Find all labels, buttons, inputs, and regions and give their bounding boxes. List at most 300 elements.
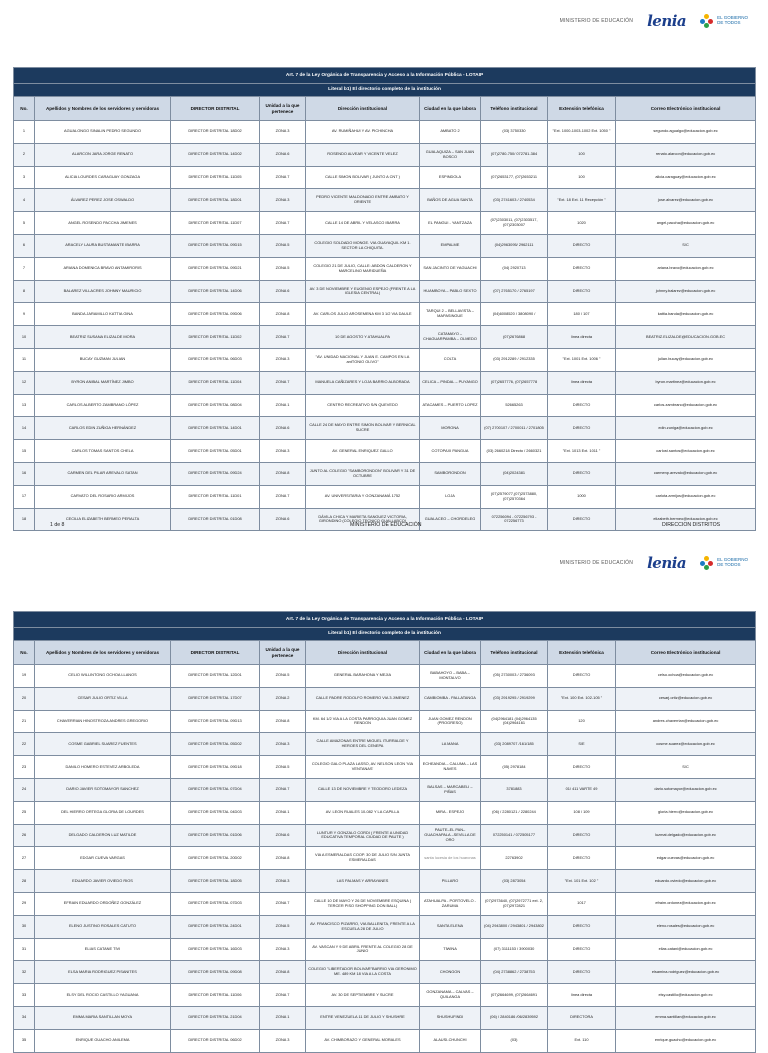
table-cell: (04) 2943800 / 2943801 / 2943802 (481, 915, 548, 938)
column-header: Ciudad en la que labora (420, 641, 481, 665)
table-cell: (03) 2741603 / 2740534 (481, 189, 548, 212)
table-row (14, 733, 756, 756)
footer-page-number: 1 de 8 (50, 522, 65, 528)
column-header: Teléfono institucional (481, 641, 548, 665)
column-header: DIRECTOR DISTRITAL (171, 641, 260, 665)
table-cell: CATAMAYO – CHAGUARPAMBA – OLMEDO (420, 326, 481, 349)
table-cell: (07)2579077,(07)2573880, (07)2570364 (481, 485, 548, 508)
table-cell: 24 (14, 778, 35, 801)
table-cell: AV. GENERAL ENRIQUEZ GALLO (306, 440, 420, 463)
table-cell: AV. CHIMBORAZO Y GENERAL MORALES (306, 1029, 420, 1052)
table-cell: DIRECTOR DISTRITAL 09D06 (171, 303, 260, 326)
table-cell: TARQUI 2 – BELLAVISTA – MAPASINGUE (420, 303, 481, 326)
table-cell: DIRECTO (548, 417, 616, 440)
table-cell: jose.alvarez@educacion.gob.ec (616, 189, 756, 212)
table-row (14, 234, 756, 257)
column-header: Extensión telefónica (548, 641, 616, 665)
table-cell: BALSAS – MARCABELI – PIÑAS (420, 778, 481, 801)
table-cell: CENTRO RECREATIVO S/N QUEVEDO (306, 394, 420, 417)
table-cell: 10 (14, 326, 35, 349)
table-cell: BANDA JARAMILLO KATTIA GINA (35, 303, 171, 326)
table-cell: gloria.hierro@educacion.gob.ec (616, 801, 756, 824)
table-cell: ZONA 5 (260, 915, 306, 938)
table-cell: AMBATO 2 (420, 121, 481, 144)
table-cell: CHAVERRIAN HINOSTROZA ANDRES GREGORIO (35, 710, 171, 733)
table-body-page-2 (14, 665, 756, 1053)
table-cell: segundo.agualgo@educacion.gob.ec (616, 121, 756, 144)
table-cell: DIRECTOR DISTRITAL 11D05 (171, 166, 260, 189)
column-header: Apellidos y Nombres de los servidores y servidoras (35, 641, 171, 665)
table-cell: DIRECTOR DISTRITAL 16D03 (171, 938, 260, 961)
table-cell: ROSENDO ALVEAR Y VICENTE VELEZ (306, 143, 420, 166)
table-cell: edgar.cuevas@educacion.gob.ec (616, 847, 756, 870)
table-cell: DÁVILA CHICA Y MARIETA SANGUEZ VICTORIA, GIRONDINO (COLEGIO TECNICO GUALLABCO) (306, 508, 420, 531)
government-line-1: EL GOBIERNO (717, 15, 748, 21)
table-cell: (05) 2978184 (481, 756, 548, 779)
table-cell: eleno.rosales@educacion.gob.ec (616, 915, 756, 938)
table-cell: enrique.guacho@educacion.gob.ec (616, 1029, 756, 1052)
table-cell: AV. UNIVERSITARIA Y GONZANAMÁ 1752 (306, 485, 420, 508)
table-cell: ZONA 3 (260, 189, 306, 212)
table-cell: VIA A ESMERALDAS COOP. 30 DE JULIO S/N JUNTA ESMERALDAS (306, 847, 420, 870)
table-row (14, 984, 756, 1007)
table-cell: renato.alarcon@educacion.gob.ec (616, 143, 756, 166)
table-cell: 29 (14, 892, 35, 915)
table-cell: (04)6008520 / 3808090 / (481, 303, 548, 326)
table-cell: 30 (14, 915, 35, 938)
table-cell: EMPALME (420, 234, 481, 257)
table-cell: (06) / 2280121 / 2280244 (481, 801, 548, 824)
table-cell: ÁLVAREZ PEREZ JOSE OSWALDO (35, 189, 171, 212)
table-cell: ZONA 1 (260, 1006, 306, 1029)
column-header: Correo Electrónico institucional (616, 97, 756, 121)
government-dots-icon (700, 14, 714, 28)
table-cell: CALLE SIMON BOLIVAR ( JUNTO A CNT ) (306, 166, 420, 189)
table-cell: 33 (14, 984, 35, 1007)
table-cell: johnny.balarez@educacion.gob.ec (616, 280, 756, 303)
table-cell: GENERAL BARAHONA Y MEJIA (306, 665, 420, 688)
table-cell: ELSA MARIA RODRIGUEZ PISANITES (35, 961, 171, 984)
table-cell: (07)2653177, (07)2653211 (481, 166, 548, 189)
table-row (14, 348, 756, 371)
table-row (14, 212, 756, 235)
table-row (14, 440, 756, 463)
column-header: Dirección institucional (306, 97, 420, 121)
table-row (14, 824, 756, 847)
table-cell: DIRECTO (548, 234, 616, 257)
table-row (14, 257, 756, 280)
table-cell: S/E (548, 733, 616, 756)
table-cell: DIRECTOR DISTRITAL 20D02 (171, 847, 260, 870)
table-cell: ATACAMES – PUERTO LOPEZ (420, 394, 481, 417)
table-cell: CARLOS ALBERTO ZAMBRANO LÓPEZ (35, 394, 171, 417)
table-cell: DIRECTOR DISTRITAL 14D02 (171, 143, 260, 166)
table-cell: CAMBIOMBA - PALLATANGA (420, 687, 481, 710)
table-cell: DIRECTOR DISTRITAL 11D07 (171, 212, 260, 235)
table-cell: (07) 2765170 / 2765197 (481, 280, 548, 303)
table-cell: ZONA 5 (260, 257, 306, 280)
footer-section: DIRECCION DISTRITOS (662, 522, 721, 528)
table-cell: PILLARO (420, 870, 481, 893)
table-cell: ZONA 7 (260, 326, 306, 349)
table-cell: MANUELA CAÑIZARES Y LOJA BARRIO ALBORADA (306, 371, 420, 394)
table-cell: (07)2973640, (07)2972771 ext. 2, (07)2972821 (481, 892, 548, 915)
table-cell: PEDRO VICENTE MALDONADO ENTRE AMBATO Y ORIENTE (306, 189, 420, 212)
table-cell: LOJA (420, 485, 481, 508)
table-cell: AV. RUMIÑAHUI Y AV. PICHINCHA (306, 121, 420, 144)
table-cell: ZONA 8 (260, 710, 306, 733)
table-cell: 35 (14, 1029, 35, 1052)
table-cell: (07)2303011, (07)2303517, (07)2303007 (481, 212, 548, 235)
table-cell: 9 (14, 303, 35, 326)
table-cell: PAUTE–EL PAN–GUACHAPALA –SEVILLA DE ORO (420, 824, 481, 847)
table-cell: ECHEANDIA – CALUMA – LAS NAVES (420, 756, 481, 779)
column-headers (14, 97, 756, 121)
table-cell: 52665263 (481, 394, 548, 417)
table-cell: 12 (14, 371, 35, 394)
table-cell: 120 (548, 710, 616, 733)
table-cell: LA MANA (420, 733, 481, 756)
table-cell: elsamina.rodriguez@educacion.gob.ec (616, 961, 756, 984)
table-cell: DARIO JAVIER SOTOMAYOR SANCHEZ (35, 778, 171, 801)
table-cell: (04) 2738862 / 2738753 (481, 961, 548, 984)
table-cell: "AV. UNIDAD NACIONAL Y JUAN E. CAMPOS EN LA antTONIO OLIVO" (306, 348, 420, 371)
column-headers (14, 641, 756, 665)
table-cell: 10 DE AGOSTO Y ATAHUALPA (306, 326, 420, 349)
table-cell: 2 (14, 143, 35, 166)
table-cell: ZONA 1 (260, 801, 306, 824)
table-cell: CALLE 14 DE ABRIL Y VELASCO IBARRA (306, 212, 420, 235)
table-cell: CARLOS EDIN ZUÑIGA HERNÁNDEZ (35, 417, 171, 440)
table-cell: HUAMBOYA – PABLO SEXTO (420, 280, 481, 303)
table-cell: CECILIA ELIZABETH BERMEO PERALTA (35, 508, 171, 531)
table-cell: Ext. 110 (548, 1029, 616, 1052)
table-cell: BAÑOS DE AGUA SANTA (420, 189, 481, 212)
table-cell: DIRECTOR DISTRITAL 11D02 (171, 326, 260, 349)
table-cell: 6 (14, 234, 35, 257)
table-cell: ALICIA LOURDES CARAGUAY GONZAGA (35, 166, 171, 189)
table-cell: AGUALONGO SINALIN PEDRO SEGUNDO (35, 121, 171, 144)
table-cell: DIRECTO (548, 280, 616, 303)
table-title: Art. 7 de la Ley Orgánica de Transparencia y Acceso a la Información Pública - LOTAIP (14, 68, 756, 84)
table-cell: CESAR JULIO ORTIZ VILLA (35, 687, 171, 710)
table-cell: ZONA 5 (260, 756, 306, 779)
table-cell: (03) (481, 1029, 548, 1052)
table-row (14, 1029, 756, 1052)
table-cell: ZONA 6 (260, 143, 306, 166)
table-cell: DIRECTOR DISTRITAL 07D04 (171, 778, 260, 801)
table-row (14, 303, 756, 326)
table-cell: 22763902 (481, 847, 548, 870)
ministry-logo-text: MINISTERIO DE EDUCACIÓN (559, 18, 634, 24)
table-cell: COLEGIO SOLDADO MONGE. VIA GUAYAQUIL KM 1. SECTOR LA CHIQUITA. (306, 234, 420, 257)
table-cell: ARACELY LAURA BUSTAMANTE IBARRA (35, 234, 171, 257)
table-cell: DIRECTOR DISTRITAL 21D04 (171, 1006, 260, 1029)
table-cell: 27 (14, 847, 35, 870)
table-cell: "Ext. 1013 Ext. 1011 " (548, 440, 616, 463)
table-cell: (04)2024381 (481, 462, 548, 485)
table-cell: (03) 2919295 / 2919299 (481, 687, 548, 710)
table-cell: julian.bucay@educacion.gob.ec (616, 348, 756, 371)
table-row (14, 121, 756, 144)
table-cell: 100 (548, 143, 616, 166)
table-cell: DIRECTOR DISTRITAL 09D15 (171, 234, 260, 257)
table-cell: "Ext. 101 Ext. 102 " (548, 870, 616, 893)
page-2 (0, 540, 768, 1043)
government-line-1: EL GOBIERNO (717, 557, 748, 563)
table-cell: ZONA 6 (260, 280, 306, 303)
table-row (14, 143, 756, 166)
table-cell: ANGEL ROSENDO PACCHA JIMENES (35, 212, 171, 235)
table-cell: 7 (14, 257, 35, 280)
table-cell: DELGADO CALDERON LUZ MATILDE (35, 824, 171, 847)
table-row (14, 892, 756, 915)
table-cell: DIRECTO (548, 462, 616, 485)
table-cell: línea directa (548, 326, 616, 349)
table-cell: ALARCON JARA JORGE RENATO (35, 143, 171, 166)
table-cell: ATAHUALPA - PORTOVELO - ZARUMA (420, 892, 481, 915)
table-cell: (07)2657776, (07)2657778 (481, 371, 548, 394)
table-cell: ZONA 7 (260, 892, 306, 915)
table-cell: ZONA 3 (260, 121, 306, 144)
table-cell: ZONA 3 (260, 870, 306, 893)
footer-ministry: MINISTERIO DE EDUCACIÓN (350, 522, 422, 528)
table-cell: santa lucesia de los huaronas (420, 847, 481, 870)
table-cell: DIRECTOR DISTRITAL 18D05 (171, 870, 260, 893)
slogan-logo: lenia (647, 12, 687, 30)
table-cell: DIRECTOR DISTRITAL 14D01 (171, 417, 260, 440)
table-cell: AV. FRANCISCO PIZARRO, VIA BALLENITA, FRENTE A LA ESCUELA 28 DE JULIO (306, 915, 420, 938)
table-cell: 26 (14, 824, 35, 847)
table-cell: ZONA 6 (260, 417, 306, 440)
table-cell: DIRECTO (548, 665, 616, 688)
table-cell: 1020 (548, 212, 616, 235)
table-cell: BALAREZ VILLACRES JOHNNY MAURICIO (35, 280, 171, 303)
table-row (14, 687, 756, 710)
table-cell: MORONA (420, 417, 481, 440)
table-cell: DIRECTOR DISTRITAL 12D01 (171, 665, 260, 688)
table-cell: 21 (14, 710, 35, 733)
table-cell: TIWINA (420, 938, 481, 961)
table-cell: 108 / 109 (548, 801, 616, 824)
table-cell: DANILO HOMERO ESTEVEZ ARBOLEDA (35, 756, 171, 779)
table-cell: JUAN GOMEZ RENDON (PROGRESO) (420, 710, 481, 733)
table-cell: cosme.suarez@educacion.gob.ec (616, 733, 756, 756)
table-cell: DEL HIERRO ORTEGA GLORIA DE LOURDES (35, 801, 171, 824)
table-cell: (07) 3111153 / 3900030 (481, 938, 548, 961)
table-cell: COLEGIO 21 DE JULIO, CALLE: ABDON CALDERON Y MARCELINO MARIDUEÑA (306, 257, 420, 280)
table-cell: CARMEN DEL PILAR AREVALO SATAN (35, 462, 171, 485)
government-logo (700, 14, 748, 28)
table-row (14, 938, 756, 961)
table-cell: 1 (14, 121, 35, 144)
table-cell: 1000 (548, 485, 616, 508)
table-cell: 072250141 / 072505177 (481, 824, 548, 847)
table-cell: S/C (616, 756, 756, 779)
column-header: Extensión telefónica (548, 97, 616, 121)
table-cell: "Ext. 1000-1003-1002 Ext. 1050 " (548, 121, 616, 144)
table-cell: DIRECTO (548, 847, 616, 870)
table-cell: DIRECTOR DISTRITAL 24D01 (171, 915, 260, 938)
table-body-page-1 (14, 121, 756, 531)
table-cell: 28 (14, 870, 35, 893)
table-cell: DIRECTOR DISTRITAL 17D07 (171, 687, 260, 710)
table-row (14, 326, 756, 349)
column-header: Dirección institucional (306, 641, 420, 665)
table-cell: DIRECTO (548, 915, 616, 938)
table-cell: 16 (14, 462, 35, 485)
table-cell: "Ext. 1001 Ext. 1006 " (548, 348, 616, 371)
table-cell: DIRECTOR DISTRITAL 09D18 (171, 756, 260, 779)
table-cell: (07)2780-750/ 072781-384 (481, 143, 548, 166)
table-cell: SAN JACINTO DE YAGUACHI (420, 257, 481, 280)
table-cell: 100 (548, 166, 616, 189)
table-row (14, 280, 756, 303)
government-logo (700, 556, 748, 570)
table-cell: línea directa (548, 984, 616, 1007)
table-row (14, 915, 756, 938)
table-row (14, 756, 756, 779)
table-cell: CELIO WILLINTONG OCHOA LLANOS (35, 665, 171, 688)
table-cell: ZONA 7 (260, 166, 306, 189)
table-cell: (04)2964181 (04)2964135 (04)2964161 (481, 710, 548, 733)
table-cell: CHONGON (420, 961, 481, 984)
slogan-logo: lenia (647, 554, 687, 572)
table-cell: andres.chaverrian@educacion.gob.ec (616, 710, 756, 733)
table-cell: DIRECTO (548, 938, 616, 961)
column-header: Correo Electrónico institucional (616, 641, 756, 665)
table-cell: ZONA 7 (260, 984, 306, 1007)
table-cell: KM. 64 1/2 VIA A LA COSTA PARROQUIA JUAN GOMEZ RENDON (306, 710, 420, 733)
table-row (14, 189, 756, 212)
table-cell: DIRECTOR DISTRITAL 06D03 (171, 348, 260, 371)
table-row (14, 417, 756, 440)
column-header: Teléfono institucional (481, 97, 548, 121)
table-cell: BEATRIZ.ELIZALDE@EDUCACION.GOB.EC (616, 326, 756, 349)
table-cell: 15 (14, 440, 35, 463)
table-cell: DIRECTOR DISTRITAL 11D01 (171, 485, 260, 508)
table-cell: 18 (14, 508, 35, 531)
table-cell: MIRA - ESPEJO (420, 801, 481, 824)
table-cell: ESPINDOLA (420, 166, 481, 189)
table-cell: GONZANAMA – CALVAS – QUILANGA (420, 984, 481, 1007)
table-cell: 01/ 411 VARTE 49 (548, 778, 616, 801)
table-cell: 3781883 (481, 778, 548, 801)
table-cell: BABAHOYO – BABA – MONTALVO (420, 665, 481, 688)
table-cell: DIRECTOR DISTRITAL 01D06 (171, 824, 260, 847)
table-cell: DIRECTOR DISTRITAL 05D01 (171, 440, 260, 463)
directory-table-page-1 (13, 67, 756, 531)
table-cell: celso.ochoa@educacion.gob.ec (616, 665, 756, 688)
table-row (14, 462, 756, 485)
table-cell: 20 (14, 687, 35, 710)
table-cell: línea directa (548, 371, 616, 394)
table-row (14, 394, 756, 417)
government-line-2: DE TODOS (717, 562, 741, 567)
table-cell: ZONA 3 (260, 348, 306, 371)
table-cell: 14 (14, 417, 35, 440)
table-cell: DIRECTOR DISTRITAL 07D03 (171, 892, 260, 915)
table-cell: ZONA 8 (260, 961, 306, 984)
table-cell: ZONA 5 (260, 665, 306, 688)
table-cell: BYRON ANIBAL MARTÍNEZ JIMBO (35, 371, 171, 394)
table-cell: ENRIQUE GUACHO ANILEMA (35, 1029, 171, 1052)
table-row (14, 710, 756, 733)
table-cell: (03) 2912289 / 2912335 (481, 348, 548, 371)
table-cell: AV. 30 DE SEPTIEMBRE Y SUCRE (306, 984, 420, 1007)
table-cell: (04) 2920713 (481, 257, 548, 280)
table-cell: 8 (14, 280, 35, 303)
table-cell: SANTA ELENA (420, 915, 481, 938)
table-row (14, 1006, 756, 1029)
table-cell: 3 (14, 166, 35, 189)
table-cell: ariana.bravo@educacion.gob.ec (616, 257, 756, 280)
table-cell: LAS PALMAS Y ARRAYANES (306, 870, 420, 893)
table-cell: angel.paccha@educacion.gob.ec (616, 212, 756, 235)
table-cell: COLTA (420, 348, 481, 371)
table-cell: ALAUSI-CHUNCHI (420, 1029, 481, 1052)
table-cell: (03) 2089707 /161/185 (481, 733, 548, 756)
table-cell: DIRECTOR DISTRITAL 09D08 (171, 961, 260, 984)
table-cell: SHUSHUFINDI (420, 1006, 481, 1029)
table-cell: 34 (14, 1006, 35, 1029)
table-cell: DIRECTO (548, 824, 616, 847)
table-cell: DIRECTOR DISTRITAL 11D04 (171, 371, 260, 394)
table-cell: byron.martinez@educacion.gob.ec (616, 371, 756, 394)
table-cell: ZONA 8 (260, 462, 306, 485)
table-cell: SAMBORONDON (420, 462, 481, 485)
table-cell: ZONA 6 (260, 824, 306, 847)
table-cell: AV. LEON RUALES 10-082 Y LA CAPILLA (306, 801, 420, 824)
table-cell: 1017 (548, 892, 616, 915)
table-cell: carlos.zambrano@educacion.gob.ec (616, 394, 756, 417)
table-cell: elsy.castillo@educacion.gob.ec (616, 984, 756, 1007)
table-cell: COSME GABRIEL SUAREZ FUENTES (35, 733, 171, 756)
table-cell: cesarj.ortiz@educacion.gob.ec (616, 687, 756, 710)
table-cell: DIRECTOR DISTRITAL 14D06 (171, 280, 260, 303)
table-cell: BUCAY GUZMAN JULIAN (35, 348, 171, 371)
table-cell: DIRECTOR DISTRITAL 04D03 (171, 801, 260, 824)
table-cell: DIRECTOR DISTRITAL 01D08 (171, 508, 260, 531)
table-cell: ZONA 1 (260, 394, 306, 417)
table-cell: DIRECTOR DISTRITAL 18D02 (171, 121, 260, 144)
table-cell: DIRECTO (548, 961, 616, 984)
table-cell: (06) / 2840186 /06/2839592 (481, 1006, 548, 1029)
table-row (14, 870, 756, 893)
table-cell: CALLE 13 DE NOVIEMBRE Y TEODORO LEDEZA (306, 778, 420, 801)
table-cell: alicia.caraguay@educacion.gob.ec (616, 166, 756, 189)
table-cell: DIRECTOR DISTRITAL 18D01 (171, 189, 260, 212)
table-cell: (05) 2730003 / 2736093 (481, 665, 548, 688)
table-cell: COLEGIO "LIBERTADOR BOLIVAR"BARRIO VIA GERONIMO ME. 489 KM 18 VIA A LA COSTA (306, 961, 420, 984)
table-cell: DIRECTOR DISTRITAL 09D24 (171, 462, 260, 485)
table-cell: JUNTO AL COLEGIO "SAMBORONDON" BOLIVAR Y 31 DE OCTUBRE (306, 462, 420, 485)
table-cell: ELIAS CATANE TIVI (35, 938, 171, 961)
table-cell: EMMA MARIA SANTILLAN MOYA (35, 1006, 171, 1029)
directory-table-page-2 (13, 611, 756, 1053)
table-cell: EL PANGUI - YANTZAZA (420, 212, 481, 235)
table-cell: DIRECTOR DISTRITAL 11D06 (171, 984, 260, 1007)
table-cell: 32 (14, 961, 35, 984)
table-cell: 5 (14, 212, 35, 235)
table-cell: ZONA 8 (260, 303, 306, 326)
column-header: DIRECTOR DISTRITAL (171, 97, 260, 121)
table-cell: DIRECTORA (548, 1006, 616, 1029)
table-cell: EFRAIN EDUARDO ORDOÑEZ GONZÁLEZ (35, 892, 171, 915)
table-cell: CARVATO DEL ROSARIO ARMIJOS (35, 485, 171, 508)
table-cell: AV. CARLOS JULIO AROSEMENA KM 3 1/2 VIA DAULE (306, 303, 420, 326)
table-cell: ARIANA DOMENICA BRAVO ANTAMIRORIS (35, 257, 171, 280)
